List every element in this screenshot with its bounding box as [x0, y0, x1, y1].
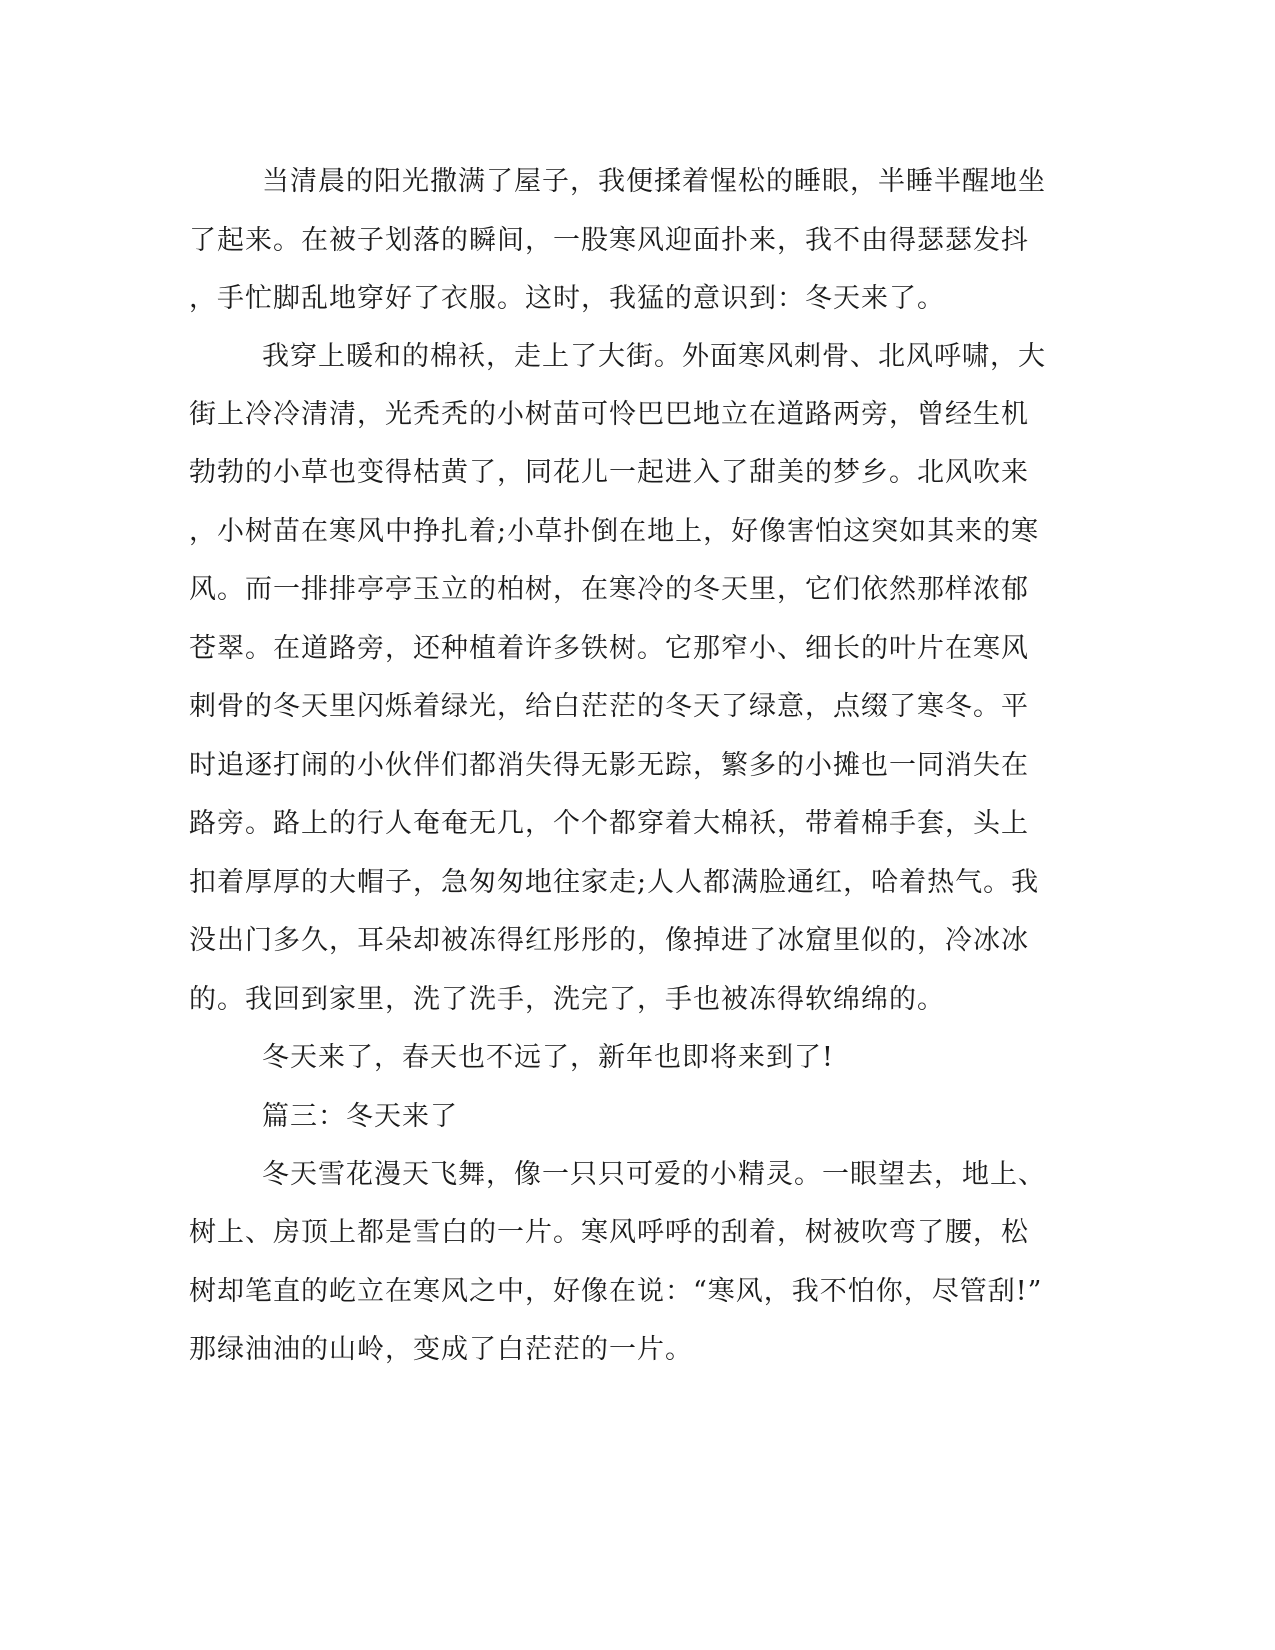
text-line: 当清晨的阳光撒满了屋子，我便揉着惺松的睡眼，半睡半醒地坐 [262, 166, 1046, 197]
text-line: 扣着厚厚的大帽子，急匆匆地往家走;人人都满脸通红，哈着热气。我 [189, 867, 1040, 898]
text-line: 的。我回到家里，洗了洗手，洗完了，手也被冻得软绵绵的。 [189, 984, 945, 1015]
text-line: 那绿油油的山岭，变成了白茫茫的一片。 [189, 1334, 693, 1365]
text-line: ，小树苗在寒风中挣扎着;小草扑倒在地上，好像害怕这突如其来的寒 [189, 516, 1040, 547]
text-line: 路旁。路上的行人奄奄无几，个个都穿着大棉袄，带着棉手套，头上 [189, 808, 1029, 839]
text-line: 冬天雪花漫天飞舞，像一只只可爱的小精灵。一眼望去，地上、 [262, 1159, 1046, 1190]
section-heading: 篇三：冬天来了 [262, 1101, 458, 1132]
text-line: 苍翠。在道路旁，还种植着许多铁树。它那窄小、细长的叶片在寒风 [189, 633, 1029, 664]
text-line: 时追逐打闹的小伙伴们都消失得无影无踪，繁多的小摊也一同消失在 [189, 750, 1029, 781]
text-line: 街上冷冷清清，光秃秃的小树苗可怜巴巴地立在道路两旁，曾经生机 [189, 399, 1029, 430]
text-line: 了起来。在被子划落的瞬间，一股寒风迎面扑来，我不由得瑟瑟发抖 [189, 225, 1029, 256]
text-line: 树却笔直的屹立在寒风之中，好像在说：“寒风，我不怕你，尽管刮!” [189, 1276, 1043, 1307]
text-line: 刺骨的冬天里闪烁着绿光，给白茫茫的冬天了绿意，点缀了寒冬。平 [189, 691, 1029, 722]
text-line: 树上、房顶上都是雪白的一片。寒风呼呼的刮着，树被吹弯了腰，松 [189, 1217, 1029, 1248]
text-line: 我穿上暖和的棉袄，走上了大街。外面寒风刺骨、北风呼啸，大 [262, 341, 1046, 372]
text-line: 风。而一排排亭亭玉立的柏树，在寒冷的冬天里，它们依然那样浓郁 [189, 574, 1029, 605]
text-line: 没出门多久，耳朵却被冻得红彤彤的，像掉进了冰窟里似的，冷冰冰 [189, 925, 1029, 956]
text-line: 冬天来了，春天也不远了，新年也即将来到了! [262, 1042, 834, 1073]
text-line: 勃勃的小草也变得枯黄了，同花儿一起进入了甜美的梦乡。北风吹来 [189, 457, 1029, 488]
text-line: ，手忙脚乱地穿好了衣服。这时，我猛的意识到：冬天来了。 [189, 283, 945, 314]
